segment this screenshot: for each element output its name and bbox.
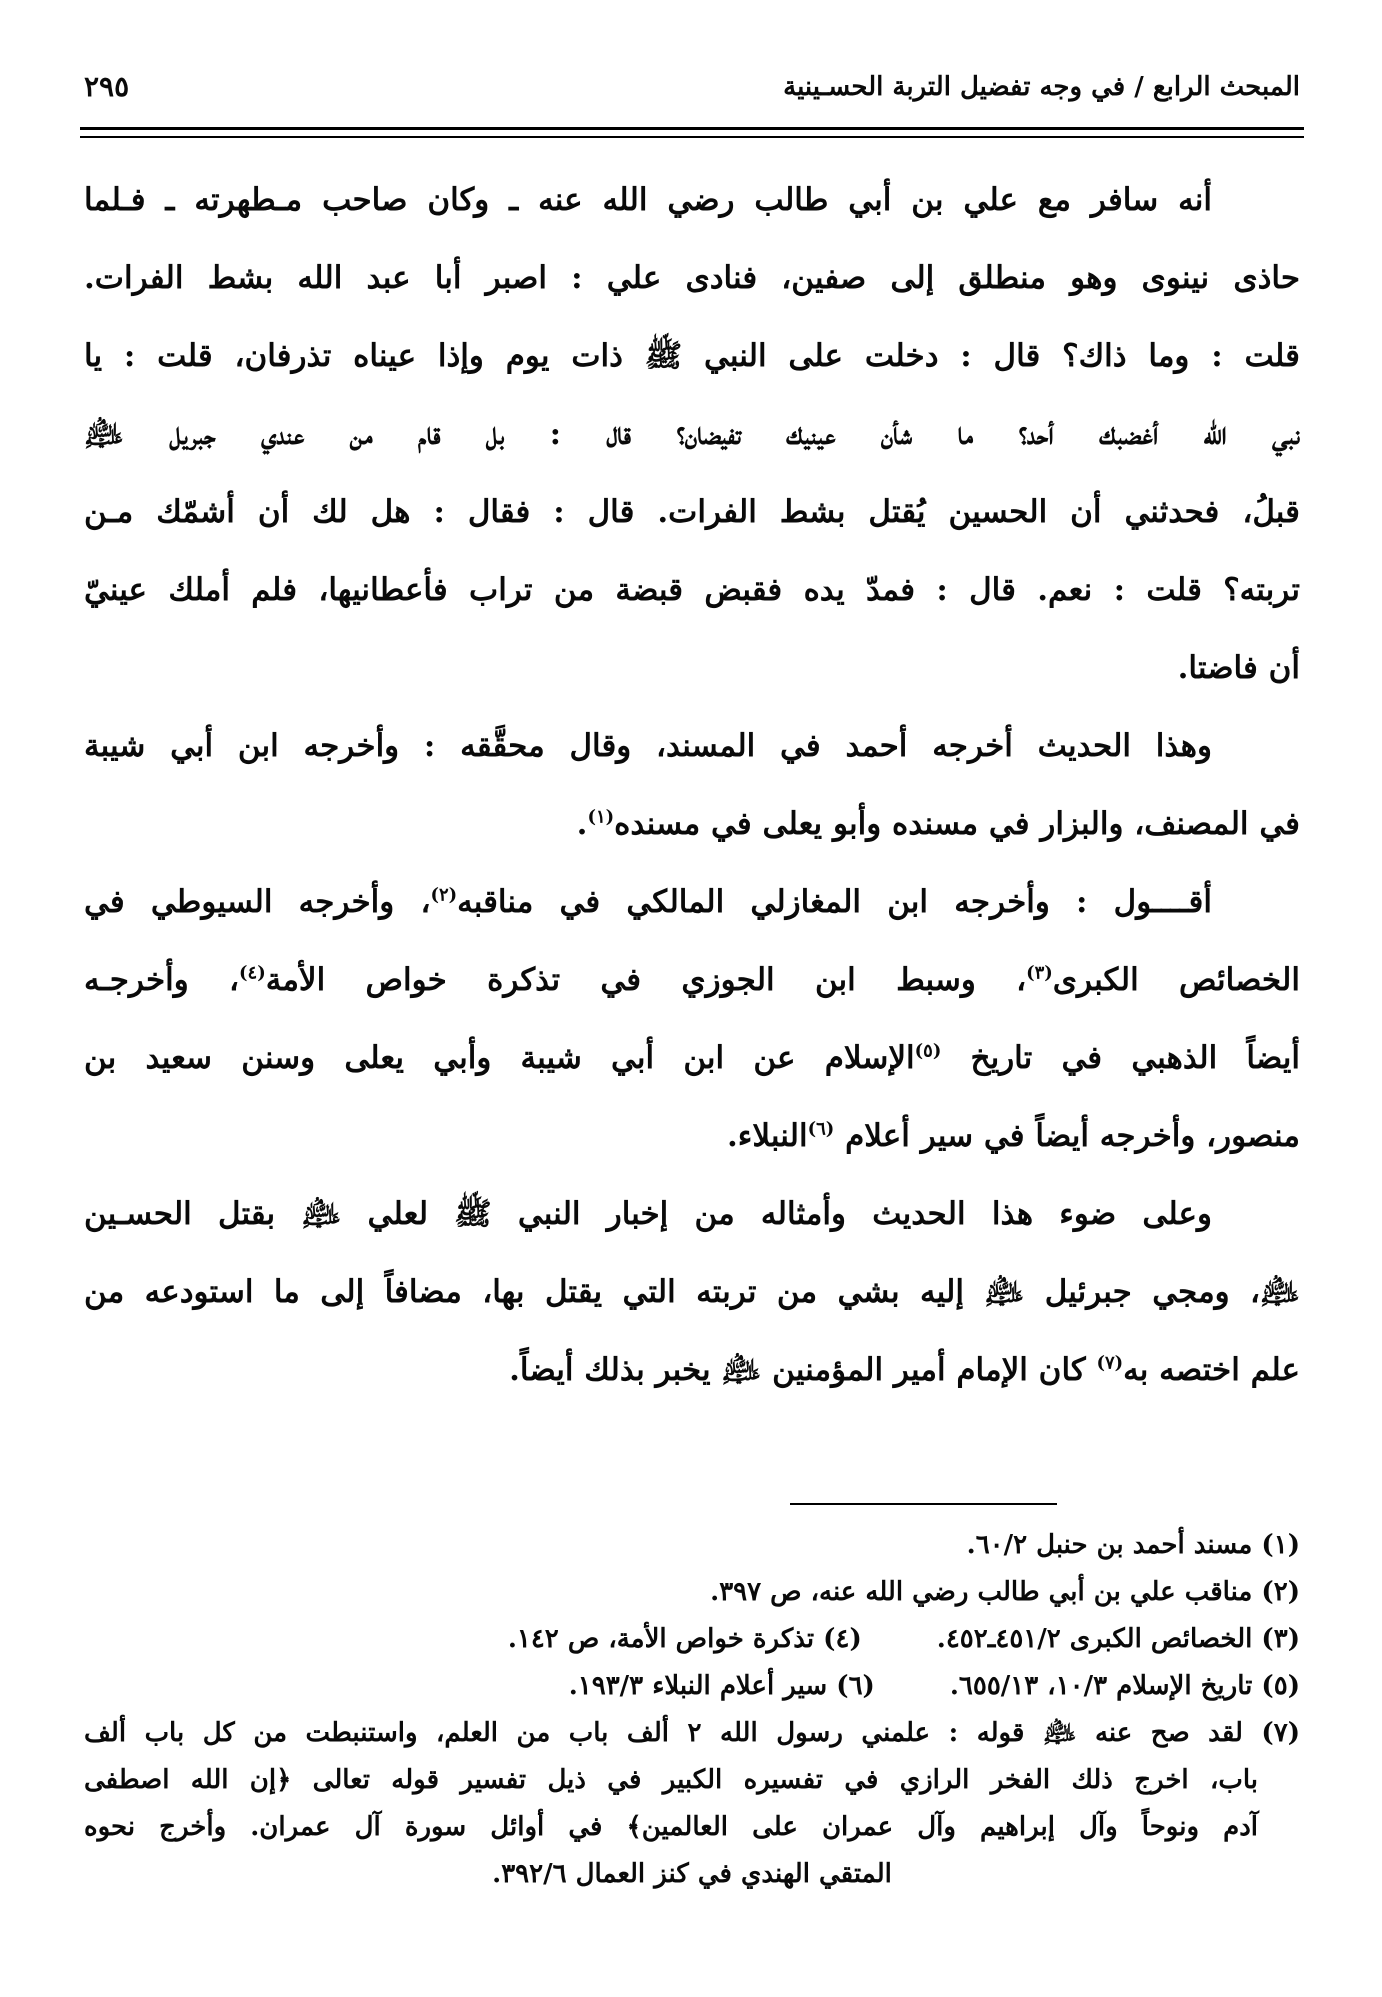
footnote: آدم ونوحاً وآل إبراهيم وآل عمران على العالمين﴾ في أوائل سورة آل عمران. وأخرج نحوه bbox=[84, 1812, 1258, 1842]
body-line: علم اختصه به$^{(٧)}$ كان الإمام أمير المؤمنين ﵇ يخبر بذلك أيضاً. bbox=[509, 1352, 1300, 1388]
footnote-marker: (٤) bbox=[239, 962, 266, 984]
footnote-row bbox=[84, 1663, 1300, 1710]
body-line: منصور، وأخرجه أيضاً في سير أعلام $^{(٦)}$النبلاء. bbox=[726, 1118, 1300, 1154]
footnote-row bbox=[84, 1851, 1300, 1898]
footnote: (٢) مناقب علي بن أبي طالب رضي الله عنه، ص ٣٩٧. bbox=[710, 1577, 1300, 1607]
body-line: في المصنف، والبزار في مسنده وأبو يعلى في مسنده$^{(١)}$. bbox=[576, 806, 1300, 842]
footnote-row bbox=[84, 1522, 1300, 1569]
body-line: أن فاضتا. bbox=[1177, 650, 1300, 686]
body-line: نبي الله أغضبك أحد؟ ما شأن عينيك تفيضان؟ قال : بل قام من عندي جبريل ﵇ bbox=[84, 416, 1300, 452]
chapter-header-title: المبحث الرابع / في وجه تفضيل التربة الحسـينية bbox=[783, 71, 1300, 102]
footnote: باب، اخرج ذلك الفخر الرازي في تفسيره الكبير في ذيل تفسير قوله تعالى ﴿إن الله اصطفى bbox=[84, 1765, 1258, 1795]
footnote-marker: (٥) bbox=[914, 1040, 942, 1062]
body-line: قلت : وما ذاك؟ قال : دخلت على النبي ﷺ ذات يوم وإذا عيناه تذرفان، قلت : يا bbox=[84, 338, 1300, 374]
footnote-row bbox=[84, 1616, 1300, 1663]
footnote: (٤) تذكرة خواص الأمة، ص ١٤٢. bbox=[507, 1624, 862, 1654]
body-line: أقــــول : وأخرجه ابن المغازلي المالكي في مناقبه$^{(٢)}$، وأخرجه السيوطي في bbox=[84, 884, 1212, 920]
body-line: تربته؟ قلت : نعم. قال : فمدّ يده فقبض قبضة من تراب فأعطانيها، فلم أملك عينيّ bbox=[84, 572, 1300, 608]
footnote: (٦) سير أعلام النبلاء ١٩٣/٣. bbox=[568, 1671, 875, 1701]
footnote: (١) مسند أحمد بن حنبل ٦٠/٢. bbox=[966, 1530, 1300, 1560]
footnote-row bbox=[84, 1757, 1300, 1804]
header-double-rule bbox=[80, 127, 1304, 138]
body-line: قبلُ، فحدثني أن الحسين يُقتل بشط الفرات. قال : فقال : هل لك أن أشمّك مـن bbox=[84, 494, 1300, 530]
body-line: أنه سافر مع علي بن أبي طالب رضي الله عنه ـ وكان صاحب مـطهرته ـ فـلما bbox=[84, 182, 1212, 218]
footnote-marker: (٧) bbox=[1096, 1352, 1124, 1374]
footnote: (٣) الخصائص الكبرى ٤٥١/٢ـ٤٥٢. bbox=[936, 1624, 1300, 1654]
footnote-row bbox=[84, 1569, 1300, 1616]
body-line: حاذى نينوى وهو منطلق إلى صفين، فنادى علي : اصبر أبا عبد الله بشط الفرات. bbox=[84, 260, 1300, 296]
footnote-marker: (٦) bbox=[807, 1118, 835, 1140]
footnote-separator-rule bbox=[790, 1503, 1057, 1505]
footnote: المتقي الهندي في كنز العمال ٣٩٢/٦. bbox=[492, 1859, 892, 1889]
page-header bbox=[84, 70, 1300, 103]
body-line: وهذا الحديث أخرجه أحمد في المسند، وقال محقَّقه : وأخرجه ابن أبي شيبة bbox=[84, 728, 1212, 764]
body-line: وعلى ضوء هذا الحديث وأمثاله من إخبار النبي ﷺ لعلي ﵇ بقتل الحسـين bbox=[84, 1196, 1212, 1232]
body-text bbox=[84, 161, 1300, 1409]
footnote-marker: (١) bbox=[587, 806, 615, 828]
footnote: (٧) لقد صح عنه ﵇ قوله : علمني رسول الله ٢ ألف باب من العلم، واستنبطت من كل باب ألف bbox=[84, 1718, 1300, 1748]
footnote-marker: (٢) bbox=[430, 884, 458, 906]
page-number: ٢٩٥ bbox=[84, 70, 130, 103]
body-line: أيضاً الذهبي في تاريخ $^{(٥)}$الإسلام عن ابن أبي شيبة وأبي يعلى وسنن سعيد بن bbox=[84, 1040, 1300, 1076]
footnotes bbox=[84, 1522, 1300, 1898]
footnote-marker: (٣) bbox=[1026, 962, 1053, 984]
body-line: الخصائص الكبرى$^{(٣)}$، وسبط ابن الجوزي في تذكرة خواص الأمة$^{(٤)}$، وأخرجـه bbox=[84, 962, 1300, 998]
footnote-row bbox=[84, 1804, 1300, 1851]
body-line: ﵇، ومجي جبرئيل ﵇ إليه بشي من تربته التي يقتل بها، مضافاً إلى ما استودعه من bbox=[84, 1274, 1300, 1310]
footnote-row bbox=[84, 1710, 1300, 1757]
footnote: (٥) تاريخ الإسلام ١٠/٣، ٦٥٥/١٣. bbox=[949, 1671, 1300, 1701]
